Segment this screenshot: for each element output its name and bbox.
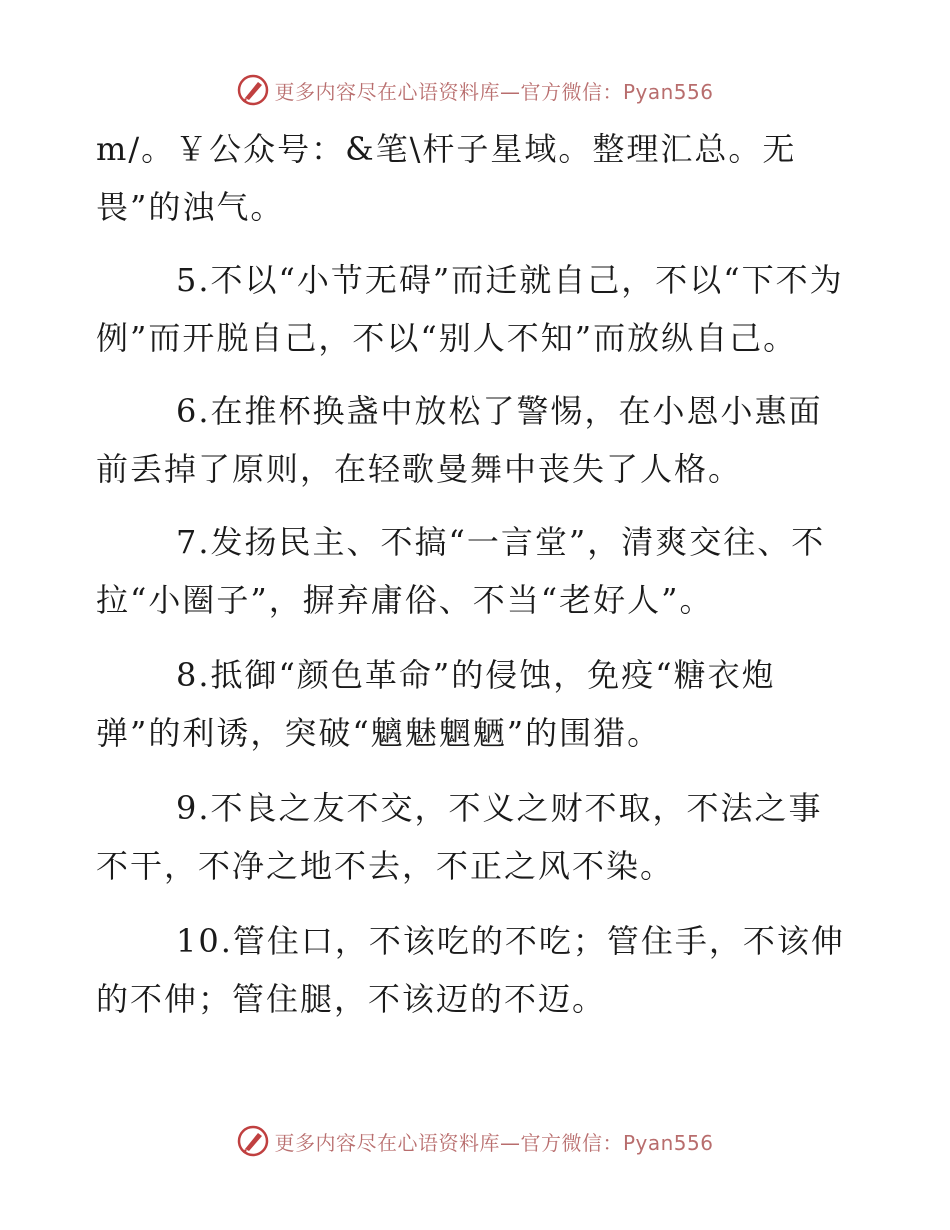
watermark-text: 更多内容尽在心语资料库—官方微信：Pyan556 [274,1130,714,1155]
paragraph-item-6: 6.在推杯换盏中放松了警惕，在小恩小惠面前丢掉了原则，在轻歌曼舞中丧失了人格。 [96,392,823,488]
pen-seal-icon [236,1124,270,1158]
paragraph-item-10: 10.管住口，不该吃的不吃；管住手，不该伸的不伸；管住腿，不该迈的不迈。 [96,922,845,1018]
paragraph-item-7: 7.发扬民主、不搞“一言堂”，清爽交往、不拉“小圈子”，摒弃庸俗、不当“老好人”。 [96,523,826,619]
document-body [96,120,856,1028]
footer-watermark-banner [0,1121,950,1161]
paragraph-continuation: m/。￥公众号：&笔\杆子星域。整理汇总。无畏”的浊气。 [96,130,797,226]
pen-seal-icon [236,73,270,107]
paragraph-item-9: 9.不良之友不交，不义之财不取，不法之事不干，不净之地不去，不正之风不染。 [96,789,823,885]
paragraph-item-8: 8.抵御“颜色革命”的侵蚀，免疫“糖衣炮弹”的利诱，突破“魑魅魍魉”的围猎。 [96,656,776,752]
header-watermark-banner [0,70,950,110]
paragraph-item-5: 5.不以“小节无碍”而迁就自己，不以“下不为例”而开脱自己，不以“别人不知”而放纵自己。 [96,261,844,357]
watermark-text: 更多内容尽在心语资料库—官方微信：Pyan556 [274,79,714,104]
